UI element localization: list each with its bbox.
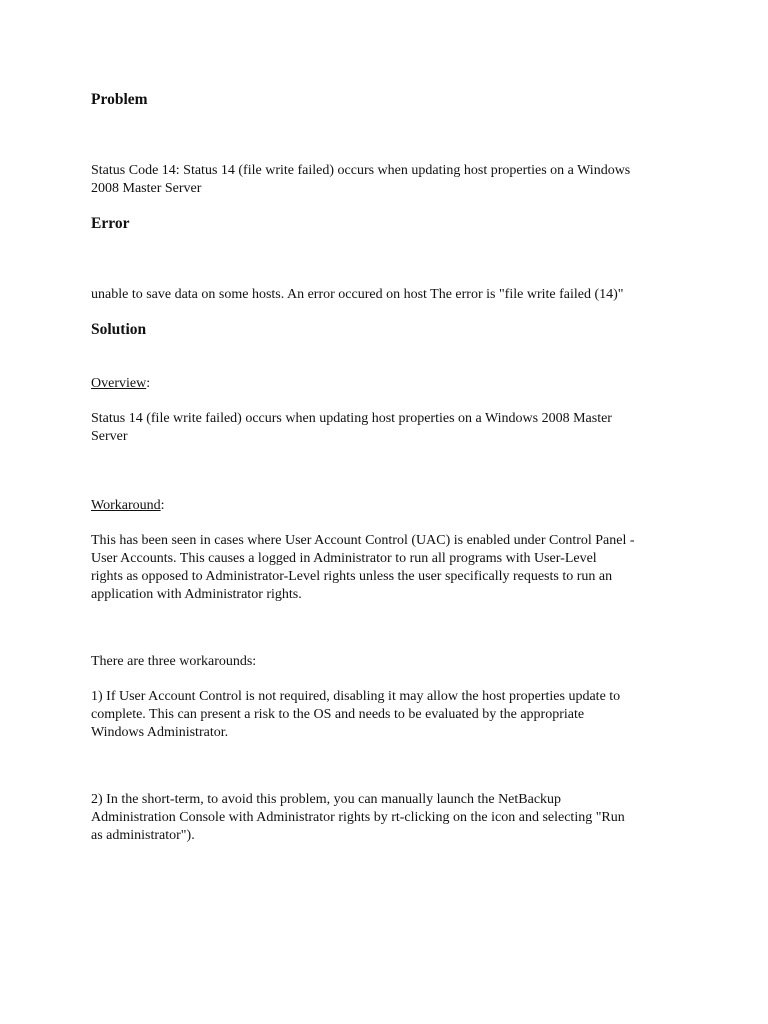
overview-line-1: Status 14 (file write failed) occurs when updating host properties on a Windows 2008 Master <box>91 411 612 426</box>
workaround-item-2 <box>91 791 691 845</box>
problem-line-1: Status Code 14: Status 14 (file write failed) occurs when updating host properties on a Windows <box>91 163 631 178</box>
problem-line-2: 2008 Master Server <box>91 181 202 196</box>
problem-text <box>91 162 691 198</box>
overview-line-2: Server <box>91 429 128 444</box>
overview-text <box>91 410 691 446</box>
overview-colon: : <box>146 376 151 391</box>
workaround-item-1 <box>91 688 691 742</box>
item2-line-1: 2) In the short-term, to avoid this problem, you can manually launch the NetBackup <box>91 792 562 807</box>
overview-label: Overview <box>91 376 147 391</box>
workaround-label-line <box>91 497 691 515</box>
item2-line-3: as administrator"). <box>91 828 195 843</box>
error-message: unable to save data on some hosts. An error occured on host The error is "file write failed (14)" <box>91 287 624 302</box>
overview-label-line <box>91 375 691 393</box>
workaround-paragraph <box>91 532 691 604</box>
error-heading: Error <box>91 215 130 232</box>
item1-line-2: complete. This can present a risk to the OS and needs to be evaluated by the appropriate <box>91 707 585 722</box>
item1-line-1: 1) If User Account Control is not required, disabling it may allow the host properties update to <box>91 689 621 704</box>
workaround-line-1: This has been seen in cases where User Account Control (UAC) is enabled under Control Panel - <box>91 533 635 548</box>
item2-line-2: Administration Console with Administrator rights by rt-clicking on the icon and selecting "Run <box>91 810 625 825</box>
item1-line-3: Windows Administrator. <box>91 725 229 740</box>
workaround-label: Workaround <box>91 498 161 513</box>
workaround-colon: : <box>160 498 165 513</box>
workaround-line-3: rights as opposed to Administrator-Level rights unless the user specifically requests to run an <box>91 569 613 584</box>
solution-heading: Solution <box>91 321 147 338</box>
workaround-line-4: application with Administrator rights. <box>91 587 302 602</box>
problem-heading: Problem <box>91 91 148 108</box>
workarounds-intro: There are three workarounds: <box>91 654 257 669</box>
workaround-line-2: User Accounts. This causes a logged in Administrator to run all programs with User-Level <box>91 551 597 566</box>
